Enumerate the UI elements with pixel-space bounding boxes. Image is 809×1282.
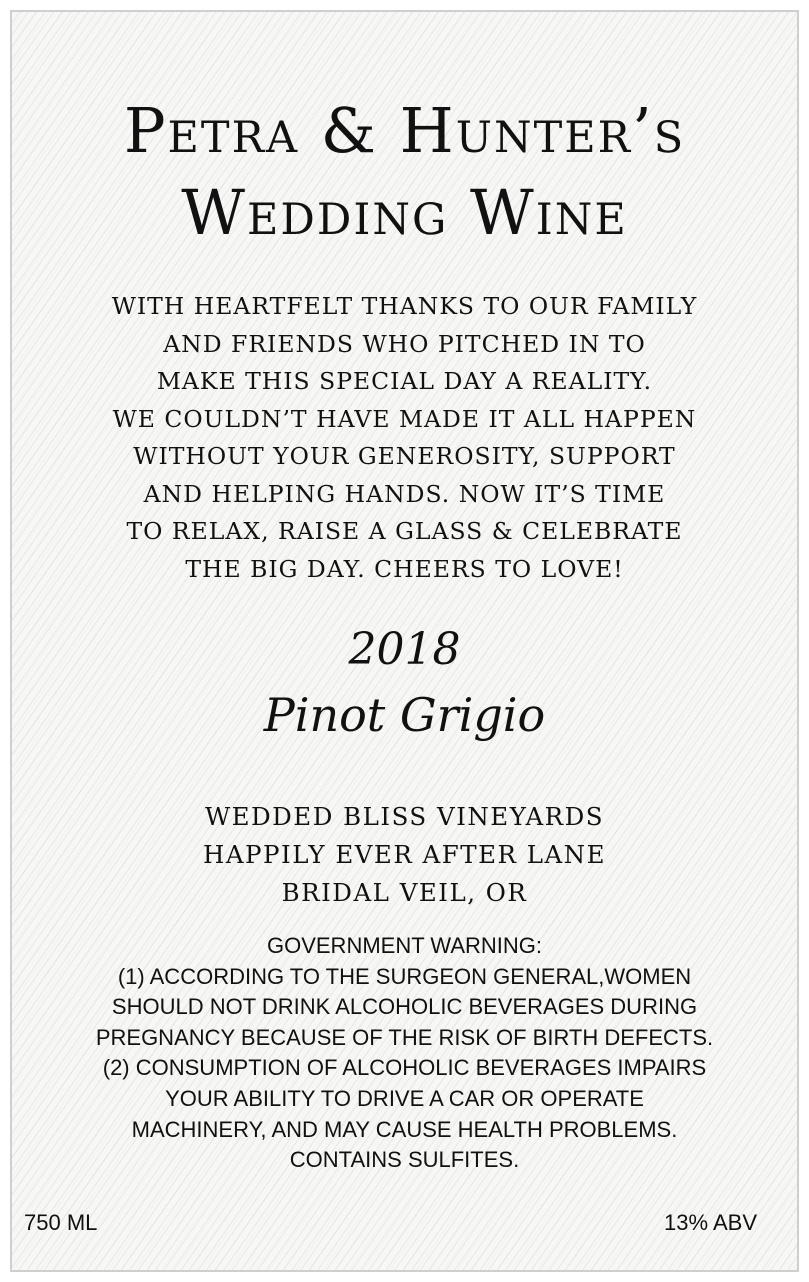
winery-line: HAPPILY EVER AFTER LANE [202,840,606,869]
alcohol-by-volume: 13% ABV [664,1210,757,1235]
message-line: AND FRIENDS WHO PITCHED IN TO [163,329,646,358]
thank-you-message [12,288,797,588]
wine-label [10,10,799,1272]
government-warning [12,931,797,1176]
warning-line: MACHINERY, AND MAY CAUSE HEALTH PROBLEMS. [131,1116,678,1142]
warning-line: YOUR ABILITY TO DRIVE A CAR OR OPERATE [165,1085,644,1111]
warning-line: CONTAINS SULFITES. [289,1147,520,1173]
warning-line: PREGNANCY BECAUSE OF THE RISK OF BIRTH DEFECTS. [95,1024,714,1050]
winery-address [12,798,797,912]
label-title-line-2: Wedding Wine [181,176,628,249]
bottle-volume: 750 ML [24,1210,98,1235]
message-line: MAKE THIS SPECIAL DAY A REALITY. [156,367,653,395]
warning-line: (1) ACCORDING TO THE SURGEON GENERAL,WOMEN [117,963,692,989]
message-line: THE BIG DAY. CHEERS TO LOVE! [185,554,624,583]
warning-line: GOVERNMENT WARNING: [266,933,542,958]
winery-line: WEDDED BLISS VINEYARDS [204,802,605,831]
message-line: WITH HEARTFELT THANKS TO OUR FAMILY [111,292,698,320]
warning-line: (2) CONSUMPTION OF ALCOHOLIC BEVERAGES IMPAIRS [102,1055,707,1081]
message-line: TO RELAX, RAISE A GLASS & CELEBRATE [126,517,683,545]
label-title-line-1: Petra & Hunter’s [123,94,686,167]
message-line: WE COULDN’T HAVE MADE IT ALL HAPPEN [112,404,697,433]
message-line: AND HELPING HANDS. NOW IT’S TIME [143,479,666,508]
warning-line: SHOULD NOT DRINK ALCOHOLIC BEVERAGES DURING [111,994,698,1020]
vintage-year: 2018 [348,624,461,675]
message-line: WITHOUT YOUR GENEROSITY, SUPPORT [133,442,676,470]
wine-varietal: Pinot Grigio [263,688,546,742]
winery-line: BRIDAL VEIL, OR [281,878,528,907]
